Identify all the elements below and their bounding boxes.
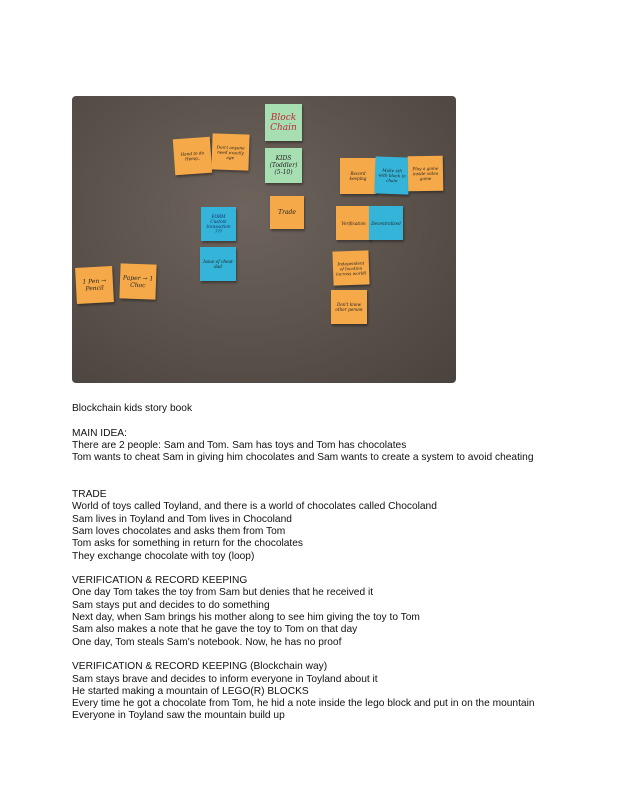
trade-line: Sam lives in Toyland and Tom lives in Chocoland (72, 513, 292, 525)
verification-line: Sam stays put and decides to do something (72, 599, 270, 611)
note-kids: KIDS (Toddler) (5-10) (265, 148, 302, 183)
sticky-notes-photo (72, 96, 456, 383)
verification-line: One day, Tom steals Sam's notebook. Now, he has no proof (72, 636, 342, 648)
note-record-keeping: Record keeping (340, 158, 376, 194)
blockchain-line: He started making a mountain of LEGO(R) BLOCKS (72, 685, 309, 697)
main-line: Tom wants to cheat Sam in giving him chocolates and Sam wants to create a system to avoid cheating (72, 452, 534, 464)
main-idea-heading: MAIN IDEA: (72, 427, 127, 439)
verification-line: Next day, when Sam brings his mother along to see him giving the toy to Tom (72, 612, 420, 624)
note-paper-choc: Paper → 1 Choc (119, 263, 156, 299)
trade-heading: TRADE (72, 489, 107, 501)
trade-line: They exchange chocolate with toy (loop) (72, 550, 255, 562)
trade-line: Sam loves chocolates and asks them from Tom (72, 525, 286, 537)
verification-heading: VERIFICATION & RECORD KEEPING (72, 575, 248, 587)
note-play: Play a game inside video game (408, 156, 444, 192)
note-make-sth: Make sth with block in chain (374, 156, 409, 194)
verification-line: Sam also makes a note that he gave the toy to Tom on that day (72, 624, 358, 636)
trade-line: World of toys called Toyland, and there is a world of chocolates called Chocoland (72, 501, 437, 513)
note-dont-know: Don't know other person (331, 290, 367, 324)
note-dont-anyone: Don't anyone need exactly age (211, 133, 249, 170)
blockchain-line: Everyone in Toyland saw the mountain build up (72, 710, 285, 722)
note-block-chain: Block Chain (265, 104, 302, 141)
blockchain-line: Every time he got a chocolate from Tom, he hid a note inside the lego block and put in on the mountain (72, 698, 535, 710)
doc-title: Blockchain kids story book (72, 403, 193, 414)
story-document (72, 403, 592, 723)
blockchain-line: Sam stays brave and decides to inform everyone in Toyland about it (72, 673, 378, 685)
trade-line: Tom asks for something in return for the chocolates (72, 538, 304, 550)
note-form: FORM Custom transaction ??? (201, 207, 236, 241)
verification-line: One day Tom takes the toy from Sam but denies that he received it (72, 587, 374, 599)
note-verification: Verification (336, 206, 371, 240)
note-trade: Trade (270, 196, 304, 229)
note-decentralized: Decentralized (369, 206, 403, 240)
blockchain-way-heading: VERIFICATION & RECORD KEEPING (Blockchain way) (72, 661, 328, 673)
note-issue: Issue of cheat dad (200, 247, 236, 281)
note-independent: Independent of location (across world) (332, 250, 369, 285)
note-hand: Hand to do Hemp.. (173, 137, 212, 175)
main-line: There are 2 people: Sam and Tom. Sam has toys and Tom has chocolates (72, 439, 407, 451)
note-pen-pencil: 1 Pen → Pencil (75, 266, 114, 304)
